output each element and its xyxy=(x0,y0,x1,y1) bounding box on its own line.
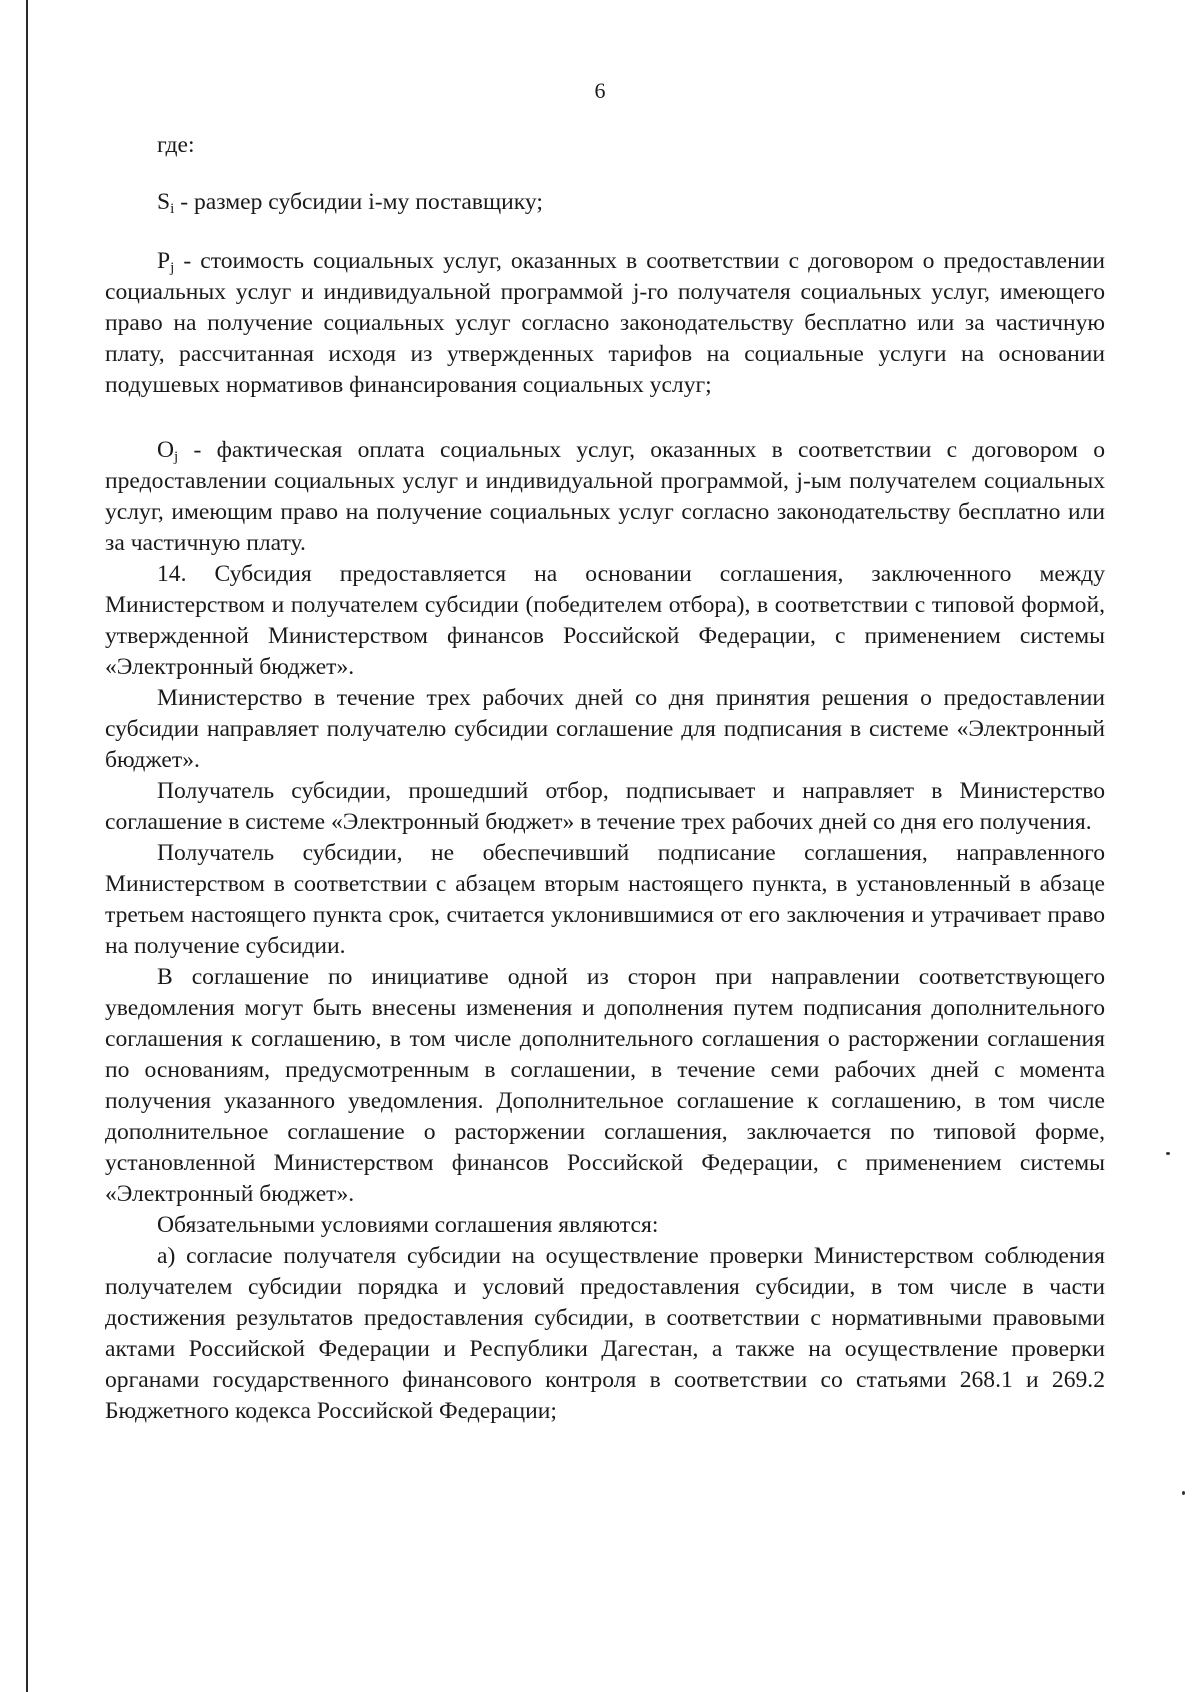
page-number: 6 xyxy=(594,78,606,103)
scan-speck xyxy=(1182,1491,1185,1495)
symbol-subscript: j xyxy=(174,449,179,465)
definition-text: - стоимость социальных услуг, оказанных в соответствии с договором о предоставлении социальных услуг и индивидуальной программой j-го получателя социальных услуг, имеющего право на получение социальных услуг согласно законодательству бесплатно или за частичную плату, рассчитанная исходя из утвержденных тарифов на социальные услуги на основании подушевых нормативов финансирования социальных услуг; xyxy=(105,248,1105,398)
list-item-a: а) согласие получателя субсидии на осуществление проверки Министерством соблюдения получателем субсидии порядка и условий предоставления субсидии, в том числе в части достижения результатов предоставления субсидии, в соответствии с нормативными правовыми актами Российской Федерации и Республики Дагестан, а также на осуществление проверки органами государственного финансового контроля в соответствии со статьями 268.1 и 269.2 Бюджетного кодекса Российской Федерации; xyxy=(105,1243,1105,1424)
paragraph-14: 14. Субсидия предоставляется на основании соглашения, заключенного между Министерством и получателем субсидии (победителем отбора), в соответствии с типовой формой, утвержденной Министерством финансов Российской Федерации, с применением системы «Электронный бюджет». xyxy=(105,561,1105,680)
intro-line: где: xyxy=(157,132,195,158)
paragraph: В соглашение по инициативе одной из сторон при направлении соответствующего уведомления могут быть внесены изменения и дополнения путем подписания дополнительного соглашения к соглашению, в том числе дополнительного соглашения о расторжении соглашения по основаниям, предусмотренным в соглашении, в течение семи рабочих дней с момента получения указанного уведомления. Дополнительное соглашение к соглашению, в том числе дополнительное соглашение о расторжении соглашения, заключается по типовой форме, установленной Министерством финансов Российской Федерации, с применением системы «Электронный бюджет». xyxy=(105,964,1105,1207)
definition-s xyxy=(105,187,1105,218)
symbol-subscript: i xyxy=(170,201,175,217)
symbol-subscript: j xyxy=(170,260,175,276)
paragraph: Обязательными условиями соглашения являются: xyxy=(157,1212,659,1238)
symbol: S xyxy=(157,189,171,215)
paragraph: Получатель субсидии, прошедший отбор, подписывает и направляет в Министерство соглашение в системе «Электронный бюджет» в течение трех рабочих дней со дня его получения. xyxy=(105,778,1105,835)
scan-edge-line xyxy=(26,0,28,1692)
symbol: O xyxy=(157,437,175,463)
scan-speck xyxy=(1166,1152,1170,1155)
paragraph: Министерство в течение трех рабочих дней со дня принятия решения о предоставлении субсидии направляет получателю субсидии соглашение для подписания в системе «Электронный бюджет». xyxy=(105,685,1105,773)
definition-p xyxy=(105,246,1105,401)
symbol: P xyxy=(157,248,171,274)
paragraph: Получатель субсидии, не обеспечивший подписание соглашения, направленного Министерством в соответствии с абзацем вторым настоящего пункта, в установленный в абзаце третьем настоящего пункта срок, считается уклонившимися от его заключения и утрачивает право на получение субсидии. xyxy=(105,840,1105,959)
document-body xyxy=(105,130,1105,1427)
definition-text: - размер субсидии i-му поставщику; xyxy=(174,189,543,215)
definition-o xyxy=(105,435,1105,559)
definition-text: - фактическая оплата социальных услуг, оказанных в соответствии с договором о предоставлении социальных услуг и индивидуальной программой, j-ым получателем социальных услуг, имеющим право на получение социальных услуг согласно законодательству бесплатно или за частичную плату. xyxy=(105,437,1105,556)
